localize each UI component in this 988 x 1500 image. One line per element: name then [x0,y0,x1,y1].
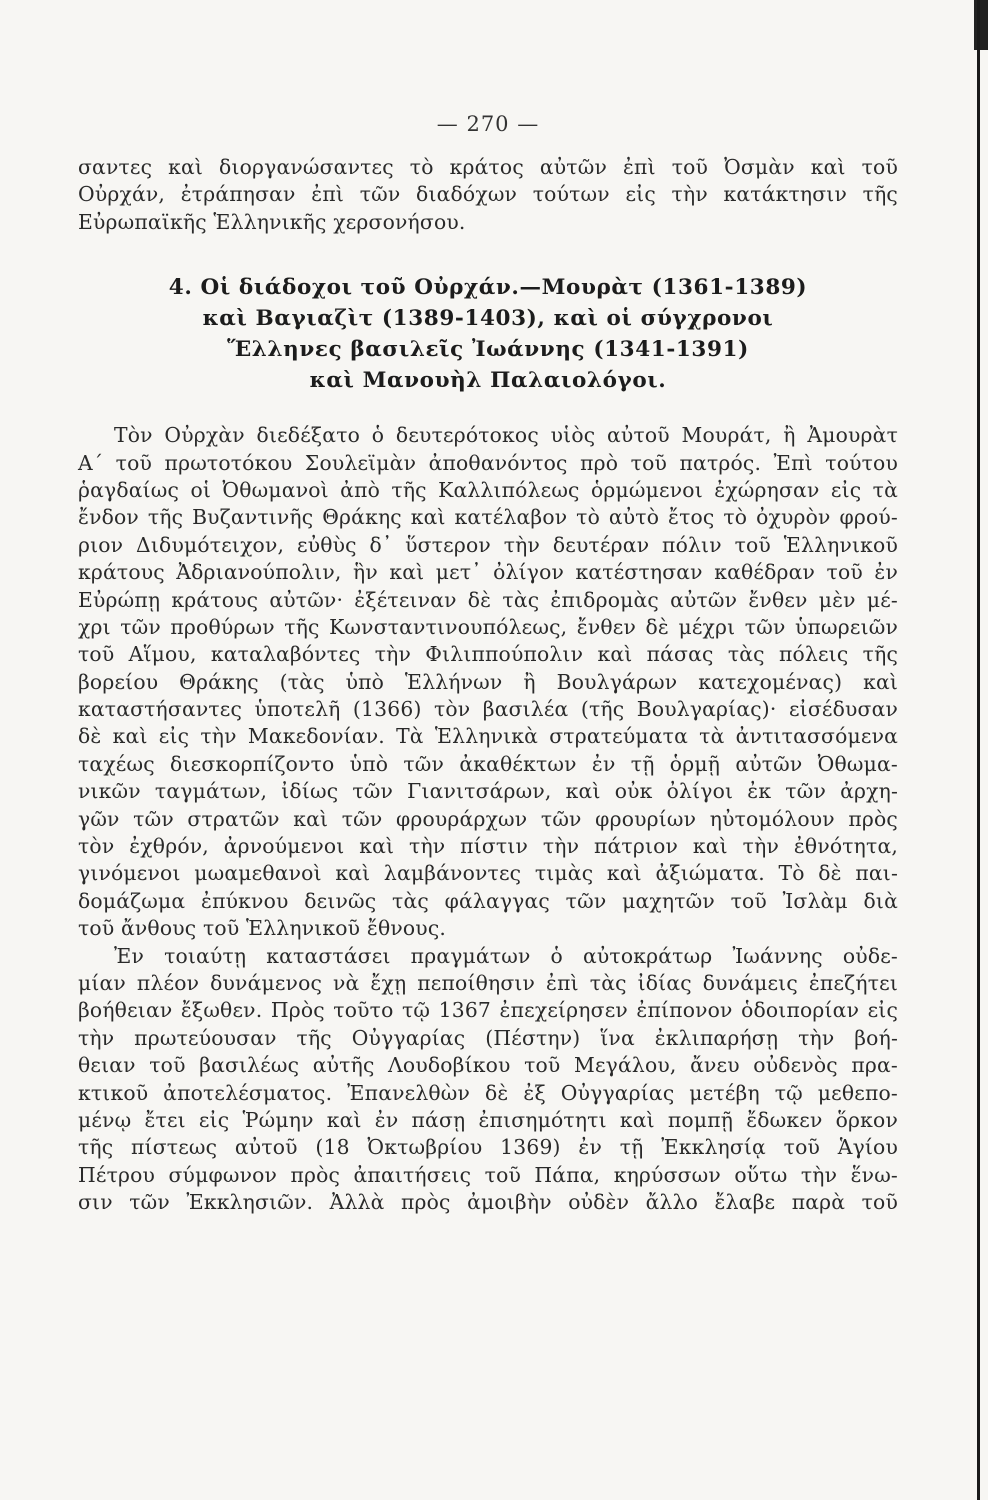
text-line: βοήθειαν ἔξωθεν. Πρὸς τοῦτο τῷ 1367 ἐπεχείρησεν ἐπίπονον ὁδοιπορίαν εἰς [78,998,898,1023]
text-line: ἔνδον τῆς Βυζαντινῆς Θράκης καὶ κατέλαβον τὸ αὐτὸ ἔτος τὸ ὀχυρὸν φρού- [78,505,898,530]
book-page [78,112,898,1217]
text-line: μίαν πλέον δυνάμενος νὰ ἔχῃ πεποίθησιν ἐπὶ τὰς ἰδίας δυνάμεις ἐπεζήτει [78,970,898,995]
heading-line: καὶ Μανουὴλ Παλαιολόγοι. [309,368,667,394]
text-line: σαντες καὶ διοργανώσαντες τὸ κράτος αὐτῶν ἐπὶ τοῦ Ὀσμὰν καὶ τοῦ [78,155,898,179]
intro-paragraph [78,154,898,236]
text-line: δὲ καὶ εἰς τὴν Μακεδονίαν. Τὰ Ἑλληνικὰ στρατεύματα τὰ ἀντιτασσόμενα [78,724,898,749]
text-line: τὸν ἐχθρόν, ἀρνούμενοι καὶ τὴν πίστιν τὴν πάτριον καὶ τὴν ἐθνότητα, [78,834,898,859]
text-line: θειαν τοῦ βασιλέως αὐτῆς Λουδοβίκου τοῦ Μεγάλου, ἄνευ οὐδενὸς πρα- [78,1053,898,1078]
text-line: ῥαγδαίως οἱ Ὀθωμανοὶ ἀπὸ τῆς Καλλιπόλεως ὁρμώμενοι ἐχώρησαν εἰς τὰ [78,477,898,502]
paragraph-2 [78,943,898,1217]
heading-line: καὶ Βαγιαζὶτ (1389-1403), καὶ οἱ σύγχρονοι [202,306,774,332]
page-number: — 270 — [436,112,540,136]
text-line: τῆς πίστεως αὐτοῦ (18 Ὀκτωβρίου 1369) ἐν τῇ Ἐκκλησίᾳ τοῦ Ἁγίου [78,1135,898,1160]
text-line: Εὐρωπαϊκῆς Ἑλληνικῆς χερσονήσου. [78,209,466,234]
text-line: τοῦ ἄνθους τοῦ Ἑλληνικοῦ ἔθνους. [78,916,447,941]
text-line: δομάζωμα ἐπύκνου δεινῶς τὰς φάλαγγας τῶν μαχητῶν τοῦ Ἰσλὰμ διὰ [78,888,898,913]
scan-edge [977,0,980,1500]
text-line: τοῦ Αἵμου, καταλαβόντες τὴν Φιλιππούπολιν καὶ πάσας τὰς πόλεις τῆς [78,642,898,667]
text-line: γῶν τῶν στρατῶν καὶ τῶν φρουράρχων τῶν φρουρίων ηὐτομόλουν πρὸς [78,806,898,831]
section-heading [78,272,898,396]
text-line: Ἐν τοιαύτῃ καταστάσει πραγμάτων ὁ αὐτοκράτωρ Ἰωάννης οὐδε- [114,943,898,968]
paragraph-1 [78,422,898,942]
text-line: νικῶν ταγμάτων, ἰδίως τῶν Γιανιτσάρων, καὶ οὐκ ὀλίγοι ἐκ τῶν ἀρχη- [78,779,898,804]
text-line: Πέτρου σύμφωνον πρὸς ἀπαιτήσεις τοῦ Πάπα, κηρύσσων οὕτω τὴν ἕνω- [78,1162,898,1187]
text-line: Α΄ τοῦ πρωτοτόκου Σουλεϊμὰν ἀποθανόντος πρὸ τοῦ πατρός. Ἐπὶ τούτου [78,450,898,475]
text-line: γινόμενοι μωαμεθανοὶ καὶ λαμβάνοντες τιμὰς καὶ ἀξιώματα. Τὸ δὲ παι- [78,861,898,886]
text-line: Οὐρχάν, ἐτράπησαν ἐπὶ τῶν διαδόχων τούτων εἰς τὴν κατάκτησιν τῆς [78,182,898,207]
text-line: κράτους Ἀδριανούπολιν, ἣν καὶ μετ᾽ ὀλίγον κατέστησαν καθέδραν τοῦ ἐν [78,560,898,585]
heading-line: 4. Οἱ διάδοχοι τοῦ Οὐρχάν.—Μουρὰτ (1361-1389) [168,275,808,301]
text-line: τὴν πρωτεύουσαν τῆς Οὐγγαρίας (Πέστην) ἵνα ἐκλιπαρήσῃ τὴν βοή- [78,1025,898,1050]
text-line: καταστήσαντες ὑποτελῆ (1366) τὸν βασιλέα (τῆς Βουλγαρίας)· εἰσέδυσαν [78,697,898,722]
text-line: σιν τῶν Ἐκκλησιῶν. Ἀλλὰ πρὸς ἀμοιβὴν οὐδὲν ἄλλο ἔλαβε παρὰ τοῦ [78,1190,898,1215]
text-line: ταχέως διεσκορπίζοντο ὑπὸ τῶν ἀκαθέκτων ἐν τῇ ὁρμῇ αὐτῶν Ὀθωμα- [78,751,898,776]
text-line: βορείου Θράκης (τὰς ὑπὸ Ἑλλήνων ἢ Βουλγάρων κατεχομένας) καὶ [78,669,898,694]
text-line: χρι τῶν προθύρων τῆς Κωνσταντινουπόλεως, ἔνθεν δὲ μέχρι τῶν ὑπωρειῶν [78,614,898,639]
text-line: Εὐρώπῃ κράτους αὐτῶν· ἐξέτειναν δὲ τὰς ἐπιδρομὰς αὐτῶν ἔνθεν μὲν μέ- [78,587,898,612]
text-line: Τὸν Οὐρχὰν διεδέξατο ὁ δευτερότοκος υἱὸς αὐτοῦ Μουράτ, ἢ Ἀμουρὰτ [114,423,898,448]
heading-line: Ἕλληνες βασιλεῖς Ἰωάννης (1341-1391) [227,337,749,363]
text-line: ριον Διδυμότειχον, εὐθὺς δ᾽ ὕστερον τὴν δευτέραν πόλιν τοῦ Ἑλληνικοῦ [78,532,898,557]
text-line: κτικοῦ ἀποτελέσματος. Ἐπανελθὼν δὲ ἐξ Οὐγγαρίας μετέβη τῷ μεθεπο- [78,1080,898,1105]
text-line: μένῳ ἔτει εἰς Ῥώμην καὶ ἐν πάσῃ ἐπισημότητι καὶ πομπῇ ἔδωκεν ὅρκον [78,1107,898,1132]
